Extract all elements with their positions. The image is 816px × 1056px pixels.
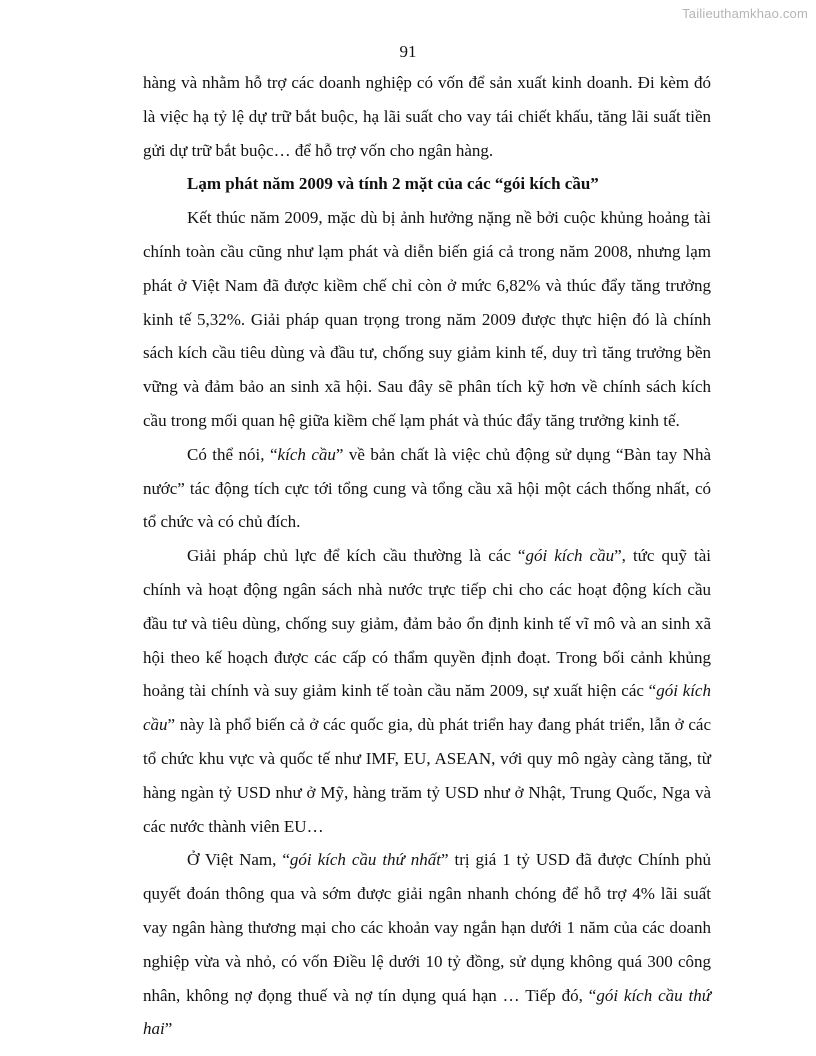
paragraph-vietnam-stimulus [143,843,711,1046]
text-run: ” trị giá 1 tỷ USD đã được Chính phủ quyết đoán thông qua và sớm được giải ngân nhanh chóng để hỗ trợ 4% lãi suất vay ngân hàng thương mại cho các khoản vay ngắn hạn dưới 1 năm của các doanh nghiệp vừa và nhỏ, có vốn Điều lệ dưới 10 tỷ đồng, sử dụng không quá 300 công nhân, không nợ đọng thuế và nợ tín dụng quá hạn … Tiếp đó, “ [143,850,711,1005]
watermark: Tailieuthamkhao.com [682,6,808,21]
text-run: Có thể nói, “ [187,444,278,464]
italic-term: gói kích cầu thứ nhất [289,850,441,870]
page-number: 91 [399,42,417,61]
text-run: ” này là phổ biến cả ở các quốc gia, dù phát triển hay đang phát triển, lẫn ở các tổ chức khu vực và quốc tế như IMF, EU, ASEAN, với quy mô ngày càng tăng, từ hàng ngàn tỷ USD như ở Mỹ, hàng trăm tỷ USD như ở Nhật, Trung Quốc, Nga và các nước thành viên EU… [143,715,711,836]
paragraph-inflation-2009: Kết thúc năm 2009, mặc dù bị ảnh hưởng nặng nề bởi cuộc khủng hoảng tài chính toàn cầu cũng như lạm phát và diễn biến giá cả trong năm 2008, nhưng lạm phát ở Việt Nam đã được kiềm chế chỉ còn ở mức 6,82% và thúc đẩy tăng trưởng kinh tế 5,32%. Giải pháp quan trọng trong năm 2009 được thực hiện đó là chính sách kích cầu tiêu dùng và đầu tư, chống suy giảm kinh tế, duy trì tăng trưởng bền vững và đảm bảo an sinh xã hội. Sau đây sẽ phân tích kỹ hơn về chính sách kích cầu trong mối quan hệ giữa kiềm chế lạm phát và thúc đẩy tăng trưởng kinh tế. [143,208,711,430]
text-run: ” về bản chất là việc chủ động sử dụng “Bàn tay Nhà nước” tác động tích cực tới tổng cung và tổng cầu xã hội một cách thống nhất, có tổ chức và có chủ đích. [143,444,711,532]
document-body [143,66,711,1046]
text-run: Ở Việt Nam, “ [187,850,290,870]
italic-term: gói kích cầu thứ hai [143,985,712,1039]
section-heading: Lạm phát năm 2009 và tính 2 mặt của các “gói kích cầu” [187,174,599,194]
text-run: ” [164,1019,173,1039]
italic-term: gói kích cầu [525,546,615,566]
paragraph-continuation: hàng và nhằm hỗ trợ các doanh nghiệp có vốn để sản xuất kinh doanh. Đi kèm đó là việc hạ tỷ lệ dự trữ bắt buộc, hạ lãi suất cho vay tái chiết khấu, tăng lãi suất tiền gửi dự trữ bắt buộc… để hỗ trợ vốn cho ngân hàng. [143,73,711,160]
italic-term: kích cầu [277,444,336,464]
italic-term: gói kích cầu [143,681,711,735]
text-run: ”, tức quỹ tài chính và hoạt động ngân sách nhà nước trực tiếp chi cho các hoạt động kích cầu đầu tư và tiêu dùng, chống suy giảm, đảm bảo ổn định kinh tế vĩ mô và an sinh xã hội theo kế hoạch được các cấp có thẩm quyền định đoạt. Trong bối cảnh khủng hoảng tài chính và suy giảm kinh tế toàn cầu năm 2009, sự xuất hiện các “ [143,546,711,701]
paragraph-stimulus-definition [143,438,711,539]
paragraph-stimulus-packages [143,539,711,843]
text-run: Giải pháp chủ lực để kích cầu thường là các “ [187,546,526,566]
